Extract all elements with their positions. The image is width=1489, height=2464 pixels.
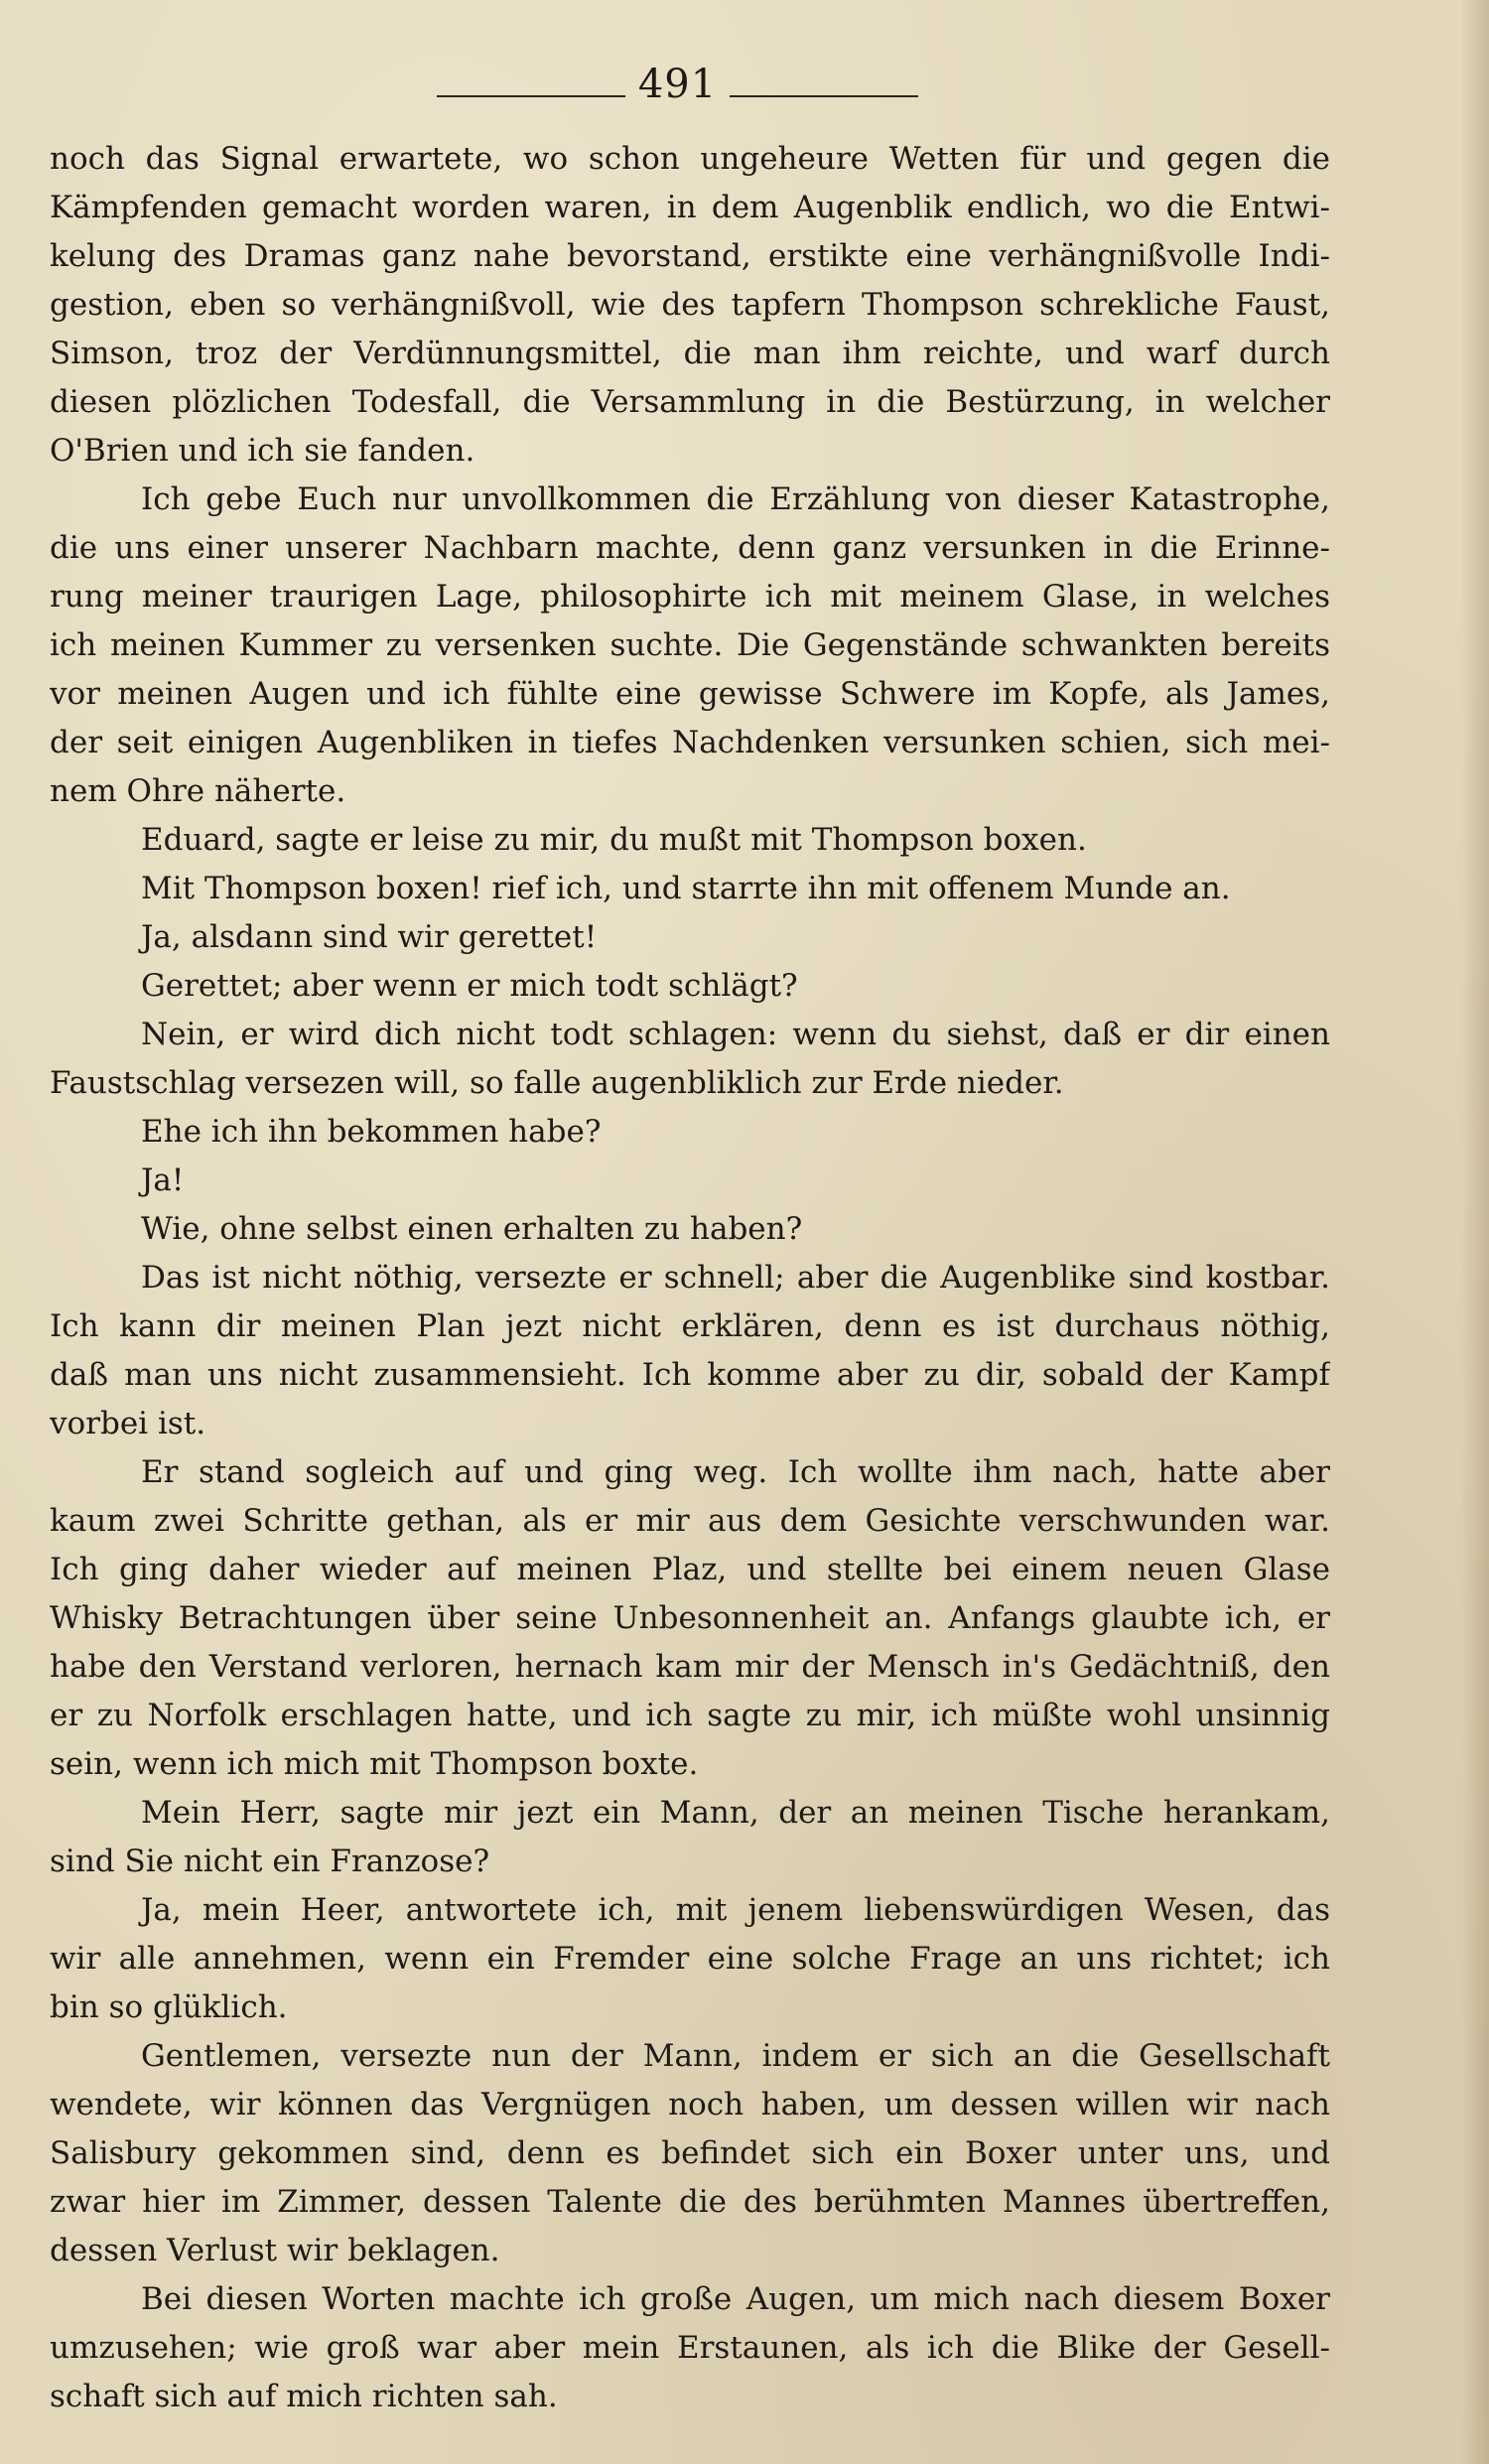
text-line: Eduard, sagte er leise zu mir, du mußt mit Thompson boxen. (141, 822, 1087, 858)
text-line: Salisbury gekommen sind, denn es befindet sich ein Boxer unter uns, und (50, 2135, 1330, 2171)
text-line: vorbei ist. (50, 1406, 206, 1441)
text-line: Ja! (141, 1163, 185, 1198)
page-header (0, 62, 1489, 121)
text-line: sein, wenn ich mich mit Thompson boxte. (50, 1746, 699, 1782)
text-line: O'Brien und ich sie fanden. (50, 433, 475, 469)
text-line: wir alle annehmen, wenn ein Fremder eine solche Frage an uns richtet; ich (50, 1941, 1330, 1977)
text-line: er zu Norfolk erschlagen hatte, und ich sagte zu mir, ich müßte wohl unsinnig (50, 1698, 1330, 1733)
text-line: zwar hier im Zimmer, dessen Talente die des berühmten Mannes übertreffen, (50, 2184, 1330, 2220)
text-line: diesen plözlichen Todesfall, die Versammlung in die Bestürzung, in welcher (50, 384, 1330, 420)
text-line: habe den Verstand verloren, hernach kam mir der Mensch in's Gedächtniß, den (50, 1649, 1330, 1685)
text-line: die uns einer unserer Nachbarn machte, denn ganz versunken in die Erinne- (50, 530, 1330, 566)
header-rule-right (730, 95, 918, 97)
text-line: der seit einigen Augenbliken in tiefes Nachdenken versunken schien, sich mei- (50, 725, 1330, 760)
text-line: Simson, troz der Verdünnungsmittel, die man ihm reichte, und warf durch (50, 336, 1330, 371)
text-line: vor meinen Augen und ich fühlte eine gewisse Schwere im Kopfe, als James, (50, 676, 1330, 712)
text-line: Ehe ich ihn bekommen habe? (141, 1114, 602, 1150)
text-line: Faustschlag versezen will, so falle augenbliklich zur Erde nieder. (50, 1065, 1064, 1101)
text-line: Gentlemen, versezte nun der Mann, indem er sich an die Gesellschaft (141, 2038, 1330, 2074)
text-line: dessen Verlust wir beklagen. (50, 2233, 500, 2268)
page-number: 491 (637, 62, 718, 107)
text-line: Ja, alsdann sind wir gerettet! (141, 919, 598, 955)
text-line: ich meinen Kummer zu versenken suchte. Die Gegenstände schwankten bereits (50, 627, 1330, 663)
text-line: kaum zwei Schritte gethan, als er mir aus dem Gesichte verschwunden war. (50, 1503, 1330, 1539)
text-line: nem Ohre näherte. (50, 773, 346, 809)
text-line: noch das Signal erwartete, wo schon ungeheure Wetten für und gegen die (50, 141, 1330, 177)
text-line: sind Sie nicht ein Franzose? (50, 1844, 490, 1879)
text-line: Wie, ohne selbst einen erhalten zu haben? (141, 1211, 803, 1247)
text-line: Mein Herr, sagte mir jezt ein Mann, der an meinen Tische herankam, (141, 1795, 1330, 1831)
text-line: Ich gebe Euch nur unvollkommen die Erzählung von dieser Katastrophe, (141, 481, 1330, 517)
text-line: Kämpfenden gemacht worden waren, in dem Augenblik endlich, wo die Entwi- (50, 190, 1330, 225)
text-line: schaft sich auf mich richten sah. (50, 2379, 558, 2414)
text-line: Whisky Betrachtungen über seine Unbesonnenheit an. Anfangs glaubte ich, er (50, 1600, 1330, 1636)
text-line: Er stand sogleich auf und ging weg. Ich wollte ihm nach, hatte aber (141, 1454, 1330, 1490)
text-line: Das ist nicht nöthig, versezte er schnell; aber die Augenblike sind kostbar. (141, 1260, 1330, 1296)
text-line: Mit Thompson boxen! rief ich, und starrte ihn mit offenem Munde an. (141, 871, 1231, 906)
header-rule-left (437, 95, 625, 97)
text-line: Nein, er wird dich nicht todt schlagen: wenn du siehst, daß er dir einen (141, 1017, 1330, 1052)
text-line: wendete, wir können das Vergnügen noch haben, um dessen willen wir nach (50, 2087, 1330, 2122)
text-line: Gerettet; aber wenn er mich todt schlägt? (141, 968, 798, 1004)
text-line: kelung des Dramas ganz nahe bevorstand, erstikte eine verhängnißvolle Indi- (50, 238, 1330, 274)
text-line: gestion, eben so verhängnißvoll, wie des tapfern Thompson schrekliche Faust, (50, 287, 1330, 323)
text-line: Ich ging daher wieder auf meinen Plaz, und stellte bei einem neuen Glase (50, 1552, 1330, 1587)
text-line: daß man uns nicht zusammensieht. Ich komme aber zu dir, sobald der Kampf (50, 1357, 1330, 1393)
page-edge-shadow (1461, 0, 1489, 2464)
text-line: bin so glüklich. (50, 1989, 288, 2025)
text-line: Bei diesen Worten machte ich große Augen, um mich nach diesem Boxer (141, 2281, 1330, 2317)
text-line: Ich kann dir meinen Plan jezt nicht erklären, denn es ist durchaus nöthig, (50, 1308, 1330, 1344)
text-line: Ja, mein Heer, antwortete ich, mit jenem liebenswürdigen Wesen, das (141, 1892, 1330, 1928)
text-line: rung meiner traurigen Lage, philosophirte ich mit meinem Glase, in welches (50, 579, 1330, 615)
body-text (50, 135, 1330, 2421)
text-line: umzusehen; wie groß war aber mein Erstaunen, als ich die Blike der Gesell- (50, 2330, 1330, 2366)
